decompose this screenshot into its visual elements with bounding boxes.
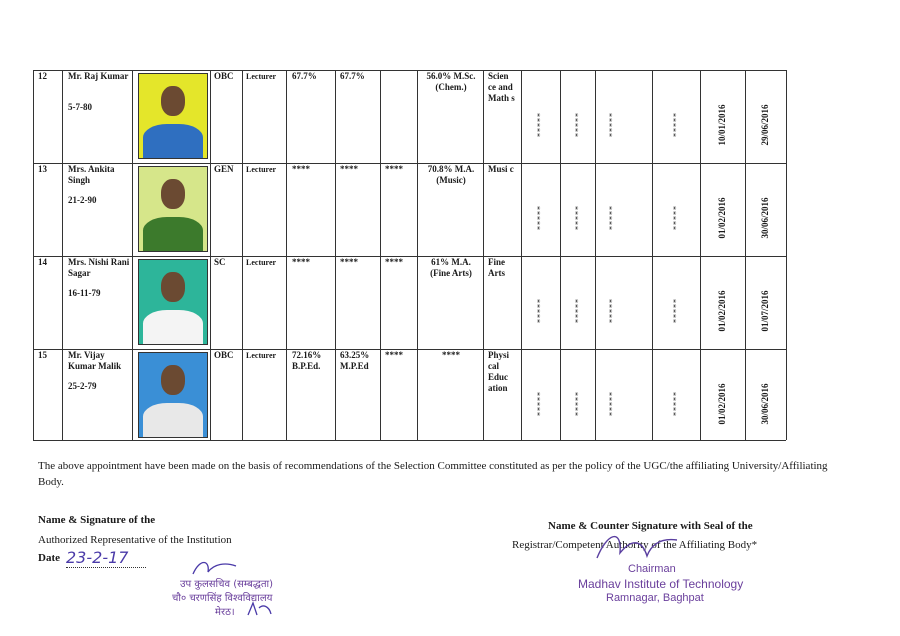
not-applicable-mark: *****	[671, 205, 681, 230]
not-applicable-mark: *****	[573, 391, 583, 416]
right-signature-heading: Name & Counter Signature with Seal of the	[548, 520, 753, 532]
not-applicable-mark: *****	[671, 298, 681, 323]
staff-photo	[138, 259, 208, 345]
col-line	[700, 70, 701, 440]
photo-body	[143, 217, 203, 251]
not-applicable-mark: *****	[535, 298, 545, 323]
subject: Fine Arts	[488, 257, 505, 278]
marks-col-1: ****	[292, 257, 310, 267]
photo-face	[161, 86, 185, 116]
staff-photo	[138, 166, 208, 252]
staff-photo	[138, 73, 208, 159]
photo-body	[143, 124, 203, 158]
staff-name: Mrs. Ankita Singh	[68, 164, 115, 185]
row-line	[33, 349, 786, 350]
date-value: 23-2-17	[66, 548, 146, 568]
row-line	[33, 440, 786, 441]
not-applicable-mark: *****	[607, 205, 617, 230]
not-applicable-mark: *****	[671, 391, 681, 416]
post: Lecturer	[246, 258, 277, 267]
qualification: 70.8% M.A. (Music)	[427, 164, 475, 185]
subject: Scien ce and Math s	[488, 71, 515, 103]
photo-face	[161, 179, 185, 209]
hindi-stamp-line3: मेरठ।	[215, 607, 235, 618]
marks-col-2: ****	[340, 164, 358, 174]
marks-col-3: ****	[385, 257, 403, 267]
staff-name: Mr. Raj Kumar	[68, 71, 129, 81]
photo-body	[143, 310, 203, 344]
stamp-title: Chairman	[628, 563, 676, 575]
date-label: Date	[38, 552, 60, 564]
col-line	[210, 70, 211, 440]
col-line	[242, 70, 243, 440]
to-date: 01/07/2016	[760, 290, 770, 332]
post: Lecturer	[246, 165, 277, 174]
col-line	[62, 70, 63, 440]
col-line	[286, 70, 287, 440]
marks-col-3: ****	[385, 164, 403, 174]
marks-col-1: 67.7%	[292, 71, 317, 81]
date-of-birth: 5-7-80	[68, 102, 92, 112]
not-applicable-mark: *****	[671, 112, 681, 137]
qualification: 56.0% M.Sc. (Chem.)	[426, 71, 476, 92]
date-of-birth: 16-11-79	[68, 288, 101, 298]
col-line	[483, 70, 484, 440]
category: GEN	[214, 164, 234, 174]
photo-body	[143, 403, 203, 437]
serial-number: 14	[38, 257, 47, 267]
right-signature-line2: Registrar/Competent Authority of the Affiliating Body*	[512, 539, 758, 551]
hindi-stamp-line2: चौ० चरणसिंह विश्वविद्यालय	[172, 593, 273, 604]
row-line	[33, 163, 786, 164]
left-signature-line2: Authorized Representative of the Institution	[38, 534, 232, 546]
staff-name: Mr. Vijay Kumar Malik	[68, 350, 122, 371]
left-signature-heading: Name & Signature of the	[38, 514, 156, 526]
category: OBC	[214, 71, 234, 81]
not-applicable-mark: *****	[607, 298, 617, 323]
not-applicable-mark: *****	[573, 205, 583, 230]
chairman-signature	[592, 528, 682, 568]
not-applicable-mark: *****	[607, 112, 617, 137]
row-line	[33, 256, 786, 257]
marks-col-2: 67.7%	[340, 71, 365, 81]
from-date: 01/02/2016	[717, 197, 727, 239]
category: SC	[214, 257, 226, 267]
qualification: ****	[442, 350, 460, 360]
subject: Physi cal Educ ation	[488, 350, 510, 393]
staff-photo	[138, 352, 208, 438]
not-applicable-mark: *****	[607, 391, 617, 416]
stamp-institution: Madhav Institute of Technology	[578, 577, 744, 591]
col-line	[132, 70, 133, 440]
serial-number: 12	[38, 71, 47, 81]
appointment-statement: The above appointment have been made on the basis of recommendations of the Selection Committee constituted as per the policy of the UGC/the affiliating University/Affiliating Body.	[38, 460, 828, 488]
from-date: 01/02/2016	[717, 290, 727, 332]
post: Lecturer	[246, 72, 277, 81]
marks-col-1: 72.16% B.P.Ed.	[292, 350, 322, 371]
col-line	[786, 70, 787, 440]
qualification: 61% M.A. (Fine Arts)	[430, 257, 472, 278]
marks-col-2: ****	[340, 257, 358, 267]
col-line	[521, 70, 522, 440]
not-applicable-mark: *****	[573, 298, 583, 323]
serial-number: 15	[38, 350, 47, 360]
not-applicable-mark: *****	[535, 112, 545, 137]
registrar-signature	[190, 556, 240, 578]
marks-col-2: 63.25% M.P.Ed	[340, 350, 370, 371]
serial-number: 13	[38, 164, 47, 174]
from-date: 10/01/2016	[717, 104, 727, 146]
col-line	[380, 70, 381, 440]
subject: Musi c	[488, 164, 514, 174]
from-date: 01/02/2016	[717, 383, 727, 425]
row-line	[33, 70, 786, 71]
photo-face	[161, 365, 185, 395]
col-line	[652, 70, 653, 440]
marks-col-1: ****	[292, 164, 310, 174]
stamp-address: Ramnagar, Baghpat	[606, 592, 704, 604]
col-line	[335, 70, 336, 440]
marks-col-3: ****	[385, 350, 403, 360]
to-date: 30/06/2016	[760, 383, 770, 425]
hindi-stamp-line1: उप कुलसचिव (सम्बद्धता)	[180, 579, 274, 590]
col-line	[33, 70, 34, 440]
not-applicable-mark: *****	[535, 391, 545, 416]
col-line	[560, 70, 561, 440]
date-of-birth: 21-2-90	[68, 195, 97, 205]
initials-scribble	[245, 600, 275, 620]
to-date: 29/06/2016	[760, 104, 770, 146]
not-applicable-mark: *****	[573, 112, 583, 137]
col-line	[745, 70, 746, 440]
col-line	[595, 70, 596, 440]
to-date: 30/06/2016	[760, 197, 770, 239]
col-line	[417, 70, 418, 440]
date-of-birth: 25-2-79	[68, 381, 97, 391]
not-applicable-mark: *****	[535, 205, 545, 230]
post: Lecturer	[246, 351, 277, 360]
staff-name: Mrs. Nishi Rani Sagar	[68, 257, 130, 278]
category: OBC	[214, 350, 234, 360]
photo-face	[161, 272, 185, 302]
